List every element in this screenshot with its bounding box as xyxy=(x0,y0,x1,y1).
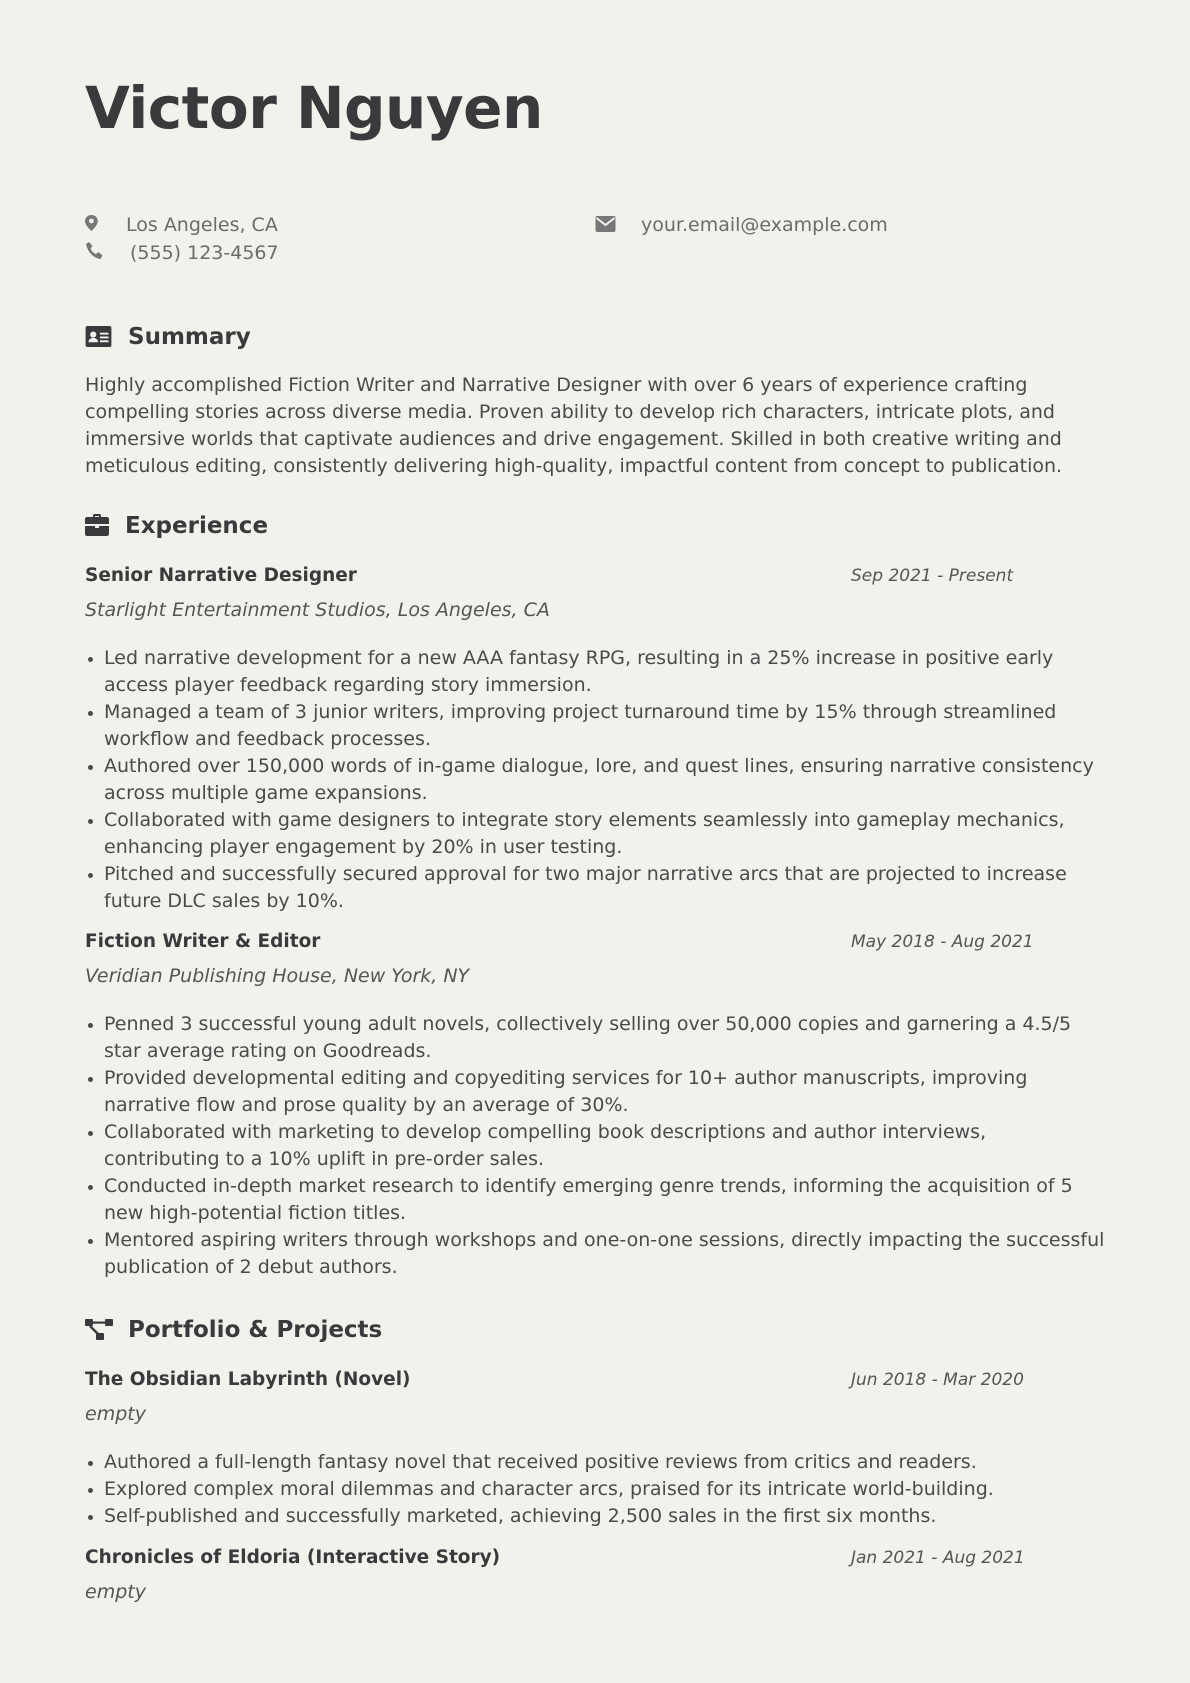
list-item: Authored over 150,000 words of in-game dialogue, lore, and quest lines, ensuring narrative consistency across multiple game expansions. xyxy=(85,753,1105,807)
list-item: Collaborated with game designers to integrate story elements seamlessly into gameplay mechanics, enhancing player engagement by 20% in user testing. xyxy=(85,807,1105,861)
project-subtitle: empty xyxy=(85,1403,146,1425)
contact-email[interactable] xyxy=(595,213,935,237)
summary-title: Summary xyxy=(128,324,251,350)
briefcase-icon xyxy=(85,514,109,536)
list-item: Penned 3 successful young adult novels, collectively selling over 50,000 copies and garnering a 4.5/5 star average rating on Goodreads. xyxy=(85,1011,1105,1065)
summary-text: Highly accomplished Fiction Writer and Narrative Designer with over 6 years of experience crafting compelling stories across diverse media. Proven ability to develop rich characters, intricate plots, and immersive worlds that captivate audiences and drive engagement. Skilled in both creative writing and meticulous editing, consistently delivering high-quality, impactful content from concept to publication. xyxy=(85,374,1063,477)
project-dates: Jan 2021 - Aug 2021 xyxy=(851,1548,1025,1568)
map-pin-icon xyxy=(85,213,101,233)
list-item: Mentored aspiring writers through workshops and one-on-one sessions, directly impacting the successful publication of 2 debut authors. xyxy=(85,1227,1105,1281)
contact-phone xyxy=(85,241,385,265)
envelope-icon xyxy=(595,216,616,232)
job-bullets xyxy=(85,645,1105,915)
list-item: Led narrative development for a new AAA fantasy RPG, resulting in a 25% increase in positive early access player feedback regarding story immersion. xyxy=(85,645,1105,699)
location-text: Los Angeles, CA xyxy=(126,214,278,236)
phone-icon xyxy=(85,241,105,261)
summary-heading xyxy=(85,322,385,352)
list-item: Authored a full-length fantasy novel that received positive reviews from critics and readers. xyxy=(85,1449,1105,1476)
list-item: Collaborated with marketing to develop compelling book descriptions and author interviews, contributing to a 10% uplift in pre-order sales. xyxy=(85,1119,1105,1173)
email-link[interactable]: your.email@example.com xyxy=(641,214,888,236)
job-bullets xyxy=(85,1011,1105,1281)
job-title: Senior Narrative Designer xyxy=(85,565,357,586)
company-name: Veridian Publishing House, New York, NY xyxy=(85,965,470,987)
company-name: Starlight Entertainment Studios, Los Angeles, CA xyxy=(85,599,550,621)
projects-heading xyxy=(85,1315,445,1345)
phone-text: (555) 123-4567 xyxy=(130,242,279,264)
id-card-icon xyxy=(85,326,112,347)
list-item: Conducted in-depth market research to identify emerging genre trends, informing the acquisition of 5 new high-potential fiction titles. xyxy=(85,1173,1105,1227)
projects-title: Portfolio & Projects xyxy=(128,1317,383,1343)
experience-title: Experience xyxy=(125,513,269,539)
list-item: Self-published and successfully marketed, achieving 2,500 sales in the first six months. xyxy=(85,1503,1105,1530)
project-diagram-icon xyxy=(85,1318,113,1342)
list-item: Pitched and successfully secured approval for two major narrative arcs that are projected to increase future DLC sales by 10%. xyxy=(85,861,1105,915)
list-item: Managed a team of 3 junior writers, improving project turnaround time by 15% through streamlined workflow and feedback processes. xyxy=(85,699,1105,753)
experience-heading xyxy=(85,511,385,541)
job-dates: May 2018 - Aug 2021 xyxy=(851,932,1034,952)
candidate-name: Victor Nguyen xyxy=(85,74,543,142)
contact-location xyxy=(85,213,385,237)
job-dates: Sep 2021 - Present xyxy=(851,566,1014,586)
project-bullets xyxy=(85,1449,1105,1530)
project-title: Chronicles of Eldoria (Interactive Story) xyxy=(85,1547,501,1568)
job-title: Fiction Writer & Editor xyxy=(85,931,321,952)
list-item: Explored complex moral dilemmas and character arcs, praised for its intricate world-building. xyxy=(85,1476,1105,1503)
project-dates: Jun 2018 - Mar 2020 xyxy=(851,1370,1024,1390)
project-title: The Obsidian Labyrinth (Novel) xyxy=(85,1369,411,1390)
project-subtitle: empty xyxy=(85,1581,146,1603)
list-item: Provided developmental editing and copyediting services for 10+ author manuscripts, improving narrative flow and prose quality by an average of 30%. xyxy=(85,1065,1105,1119)
